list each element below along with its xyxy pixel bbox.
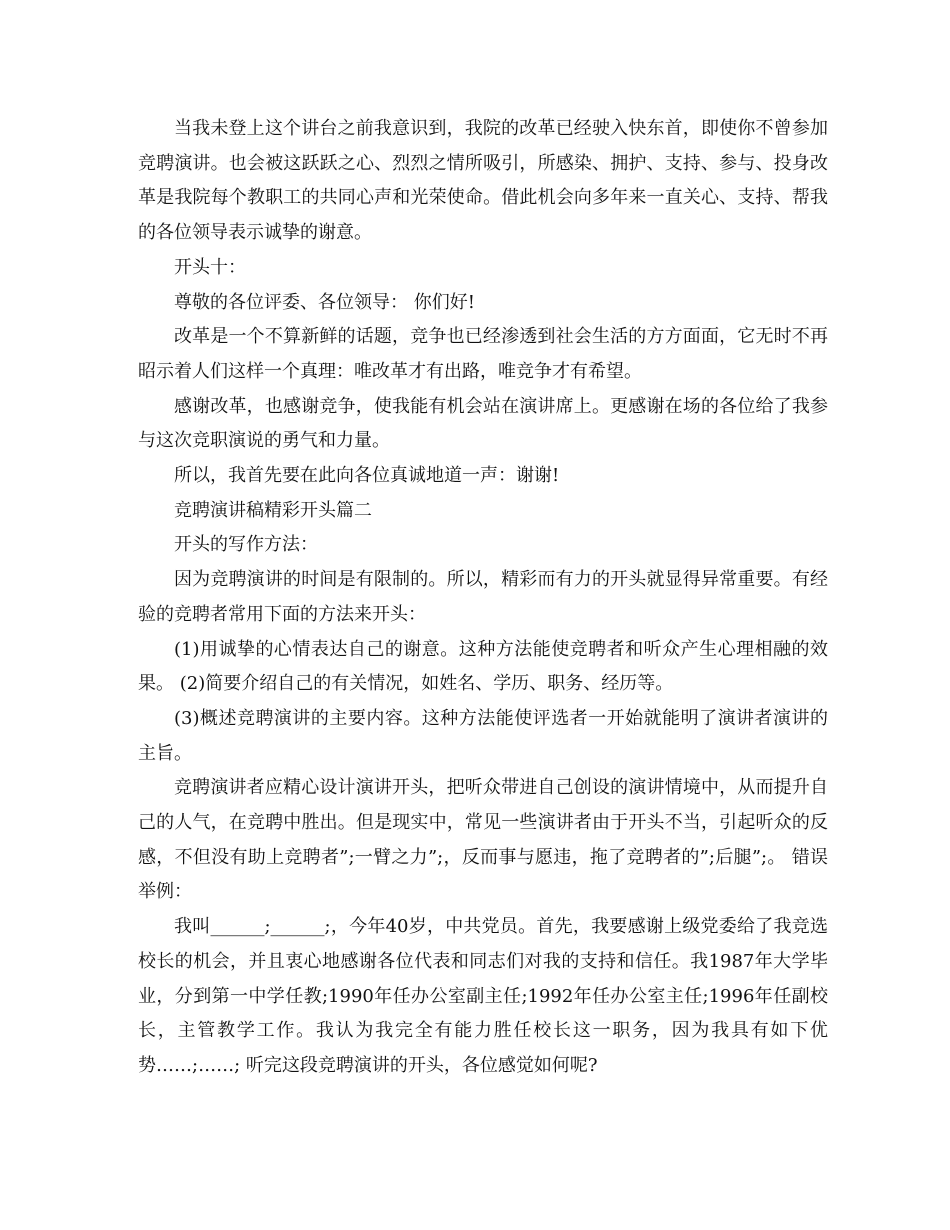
paragraph: 感谢改革，也感谢竞争，使我能有机会站在演讲席上。更感谢在场的各位给了我参与这次竞职演说的勇气和力量。 [138, 395, 828, 452]
paragraph: 我叫______;______;，今年40岁，中共党员。首先，我要感谢上级党委给了我竞选校长的机会，并且衷心地感谢各位代表和同志们对我的支持和信任。我1987年大学毕业，分到第一中学任教;1990年任办公室副主任;1992年任办公室主任;1996年任副校长，主管教学工作。我认为我完全有能力胜任校长这一职务，因为我具有如下优势……;……; 听完这段竞聘演讲的开头，各位感觉如何呢? [138, 916, 828, 1076]
paragraph: 当我未登上这个讲台之前我意识到，我院的改革已经驶入快东首，即使你不曾参加竞聘演讲。也会被这跃跃之心、烈烈之情所吸引，所感染、拥护、支持、参与、投身改革是我院每个教职工的共同心声和光荣使命。借此机会向多年来一直关心、支持、帮我的各位领导表示诚挚的谢意。 [138, 118, 828, 244]
paragraph: 改革是一个不算新鲜的话题，竞争也已经渗透到社会生活的方方面面，它无时不再昭示着人们这样一个真理：唯改革才有出路，唯竞争才有希望。 [138, 326, 828, 382]
paragraph: 所以，我首先要在此向各位真诚地道一声：谢谢! [174, 465, 560, 487]
paragraph: 竞聘演讲者应精心设计演讲开头，把听众带进自己创设的演讲情境中，从而提升自己的人气，在竞聘中胜出。但是现实中，常见一些演讲者由于开头不当，引起听众的反感，不但没有助上竞聘者”;一臂之力”;，反而事与愿违，拖了竞聘者的”;后腿”;。 错误举例： [138, 777, 828, 903]
paragraph: 尊敬的各位评委、各位领导： 你们好! [174, 291, 475, 313]
document-body [138, 112, 828, 1084]
paragraph: 因为竞聘演讲的时间是有限制的。所以，精彩而有力的开头就显得异常重要。有经验的竞聘者常用下面的方法来开头： [138, 569, 828, 625]
section-heading: 竞聘演讲稿精彩开头篇二 [174, 499, 372, 521]
paragraph: (3)概述竞聘演讲的主要内容。这种方法能使评选者一开始就能明了演讲者演讲的主旨。 [138, 707, 828, 764]
paragraph: 开头的写作方法： [174, 534, 318, 556]
paragraph: (1)用诚挚的心情表达自己的谢意。这种方法能使竞聘者和听众产生心理相融的效果。 (2)简要介绍自己的有关情况，如姓名、学历、职务、经历等。 [138, 638, 828, 695]
paragraph: 开头十： [174, 256, 246, 278]
